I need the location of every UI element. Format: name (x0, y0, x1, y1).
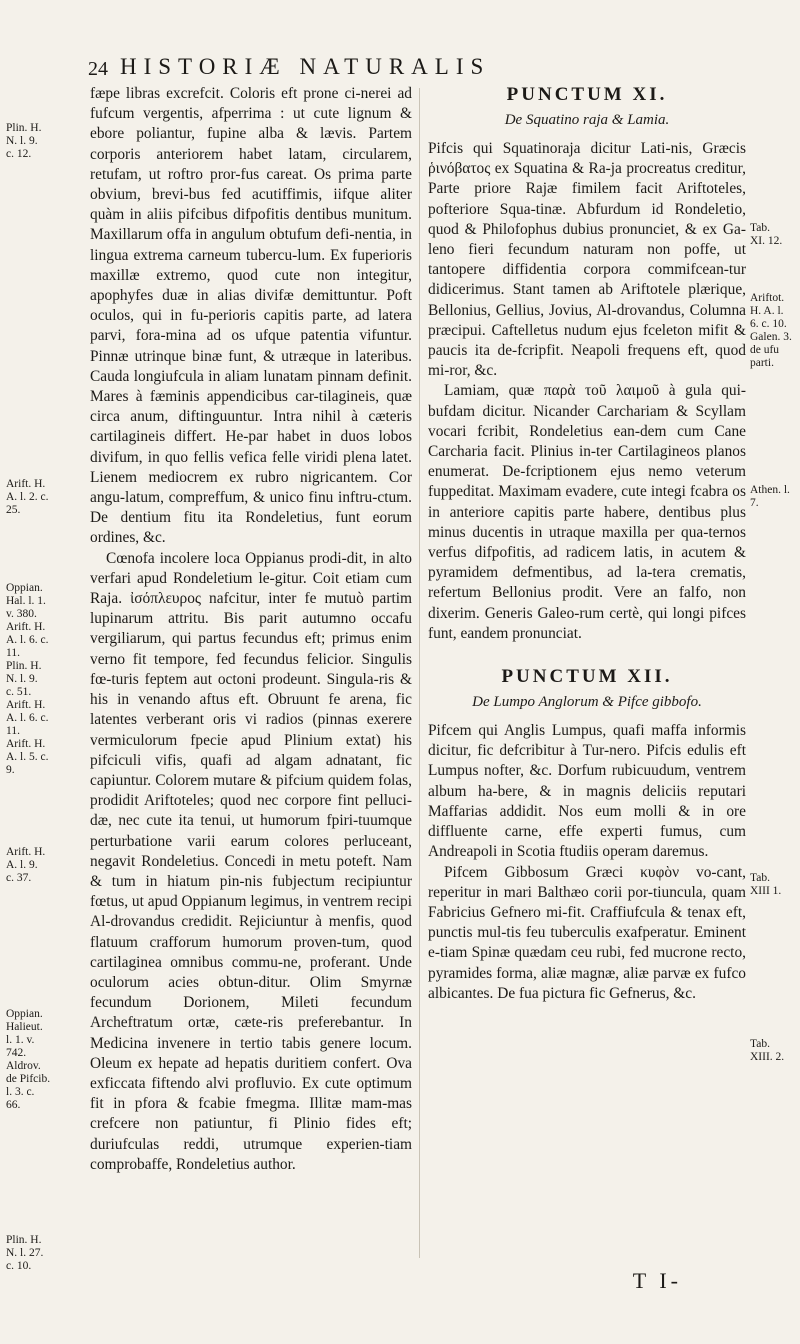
paragraph: Cœnofa incolere loca Oppianus prodi-dit, in alto verfari apud Rondeletium le-gitur. Coit etiam cum Raja. ἰσόπλευρος nafcitur, inter fe mutuò partim lupinarum attritu. Bis parit autumno occafu vergiliarum, qui partus fecundus eft; primus enim verno fit tempore, fed fecundus felicior. Singulis fœ-turis feptem aut octoni prodeunt. Singula-ris & his in venando aftus eft. Obruunt fe arena, fic latentes verberant oris vi radios (pinnas exerere vermiculorum fpecie apud Plinium extat) his pifciculi vifis, quafi ad algam adnatant, fic capiuntur. Colorem mutare & pifcium quidem folas, prodidit Ariftoteles; quod nec corpore fint pelluci-dæ, nec cute ita tenui, ut humorum fpiri-tuumque perturbatione varii earum colores perluceant, negavit Rondeletius. Concedi in metu poteft. Nam & tum in hiatum pin-nis fubjectum recipiuntur fœtus, ut apud Oppianum legimus, in ventrem recipi Al-drovandus credidit. Rejiciuntur à menfis, quod flatuum crafforum humorum proven-tum, quod cartilaginea omnibus commu-ne, proferant. Unde oculorum acies obtun-ditur. Olim Smyrnæ fecundum Dorionem, Mileti fecundum Archeftratum ortæ, cæte-ris preferebantur. In Medicina invenere in tertio tabis genere locum. Oleum ex hepate ad hepatis duritiem confert. Ova exficcata fiftendo alvi profluvio. Ex cute optimum fit in pfora & fcabie fmegma. Illitæ mam-mas crefcere non patiuntur, fi Plinio fides eft; duriufculas reddi, utrumque experien-tiam comprobaffe, Rondeletius author. (90, 549, 412, 1173)
margin-note: Arift. H. A. l. 2. c. 25. (6, 478, 49, 516)
body-text (428, 139, 746, 644)
running-title: HISTORIÆ NATURALIS (120, 54, 491, 79)
paragraph: Lamiam, quæ παρὰ τοῦ λαιμοῦ à gula qui-bufdam dicitur. Nicander Carchariam & Scyllam vocari fcribit, Rondeletius ean-dem cum Cane Carcharia facit. Plinius in-ter Cartilagineos planos enumerat. De-fcriptionem ejus nemo veterum fuppeditat. Maximam evadere, cute integi fcabra os in anteriore capitis parte habere, dentibus plus minus ducentis in utraque maxilla per qua-ternos verfus difpofitis, ad radicem latis, in acutem & pyramidem defmentibus, ad la-tera crematis, refertum Bellonius prodit. Vere an falfo, non dixerim. Generis Galeo-rum certè, qui longi pifces funt, eandem pronunciat. (428, 382, 746, 642)
paragraph: Pifcem Gibbosum Græci κυφὸν vo-cant, reperitur in mari Balthæo corii por-tiuncula, quam Fabricius Gefnero mi-fit. Craffiufcula & tenax eft, punctis mul-tis feu tuberculis exafperatur. Eminent e-tiam Spinæ quædam ceu rubi, fed mucrone recto, pyramides forma, aliæ magnæ, aliæ parvæ ex fufco albicantes. De fua pictura fic Gefnerus, &c. (428, 863, 746, 1002)
body-text (90, 84, 412, 1175)
paragraph: Pifcem qui Anglis Lumpus, quafi maffa informis dicitur, fic defcribitur à Tur-nero. Pifcis edulis eft Lumpus nofter, &c. Dorfum rubicuudum, ventrem album ha-bere, & in magnis deliciis reputari Maffarias addidit. Nos eum molli & in ore diffluente carne, effe experti fumus, cum Andreapoli in Scotia ftudiis operam daremus. (428, 722, 746, 861)
paragraph: Pifcis qui Squatinoraja dicitur Lati-nis, Græcis ῥινόβατος ex Squatina & Ra-ja procreatus creditur, Parte priore Rajæ fimilem facit Ariftoteles, pofteriore Squa-tinæ. Abfurdum id Rondeletio, quod & Philofophus dubius pronunciet, & ex Ga-leno fieri fecundum naturam non poffe, ut tantopere diffidentia corpora commifcean-tur didicerimus. Stant tamen ab Ariftotele plærique, Bellonius, Gellius, Jovius, Al-drovandus, Columna præcipui. Caftelletus nudum ejus fceleton mifit & paucis ita de-fcripfit. Neapoli frequens eft, quod mi-ror, &c. (428, 140, 746, 380)
section-heading: PUNCTUM XII. (501, 666, 673, 688)
margin-note: Plin. H. N. l. 27. c. 10. (6, 1234, 44, 1272)
margin-note: Tab. XIII. 2. (750, 1038, 785, 1063)
catchword: T I- (632, 1268, 682, 1293)
margin-note: Athen. l. 7. (750, 484, 790, 509)
right-column (428, 84, 746, 1010)
margin-note: Ariftot. H. A. l. 6. c. 10. Galen. 3. de ufu parti. (750, 292, 792, 369)
margin-note: Tab. XI. 12. (750, 222, 783, 247)
margin-note: Plin. H. N. l. 9. c. 12. (6, 122, 42, 160)
page-header (88, 52, 788, 82)
section-subheading: De Squatino raja & Lamia. (504, 112, 670, 128)
column-divider (419, 88, 420, 1258)
margin-note: Oppian. Hal. l. 1. v. 380. Arift. H. A. l. 6. c. 11. Plin. H. N. l. 9. c. 51. Arift. H. A. l. 6. c. 11. Arift. H. A. l. 5. c. 9. (6, 582, 49, 776)
margin-note: Oppian. Halieut. l. 1. v. 742. Aldrov. de Pifcib. l. 3. c. 66. (6, 1008, 51, 1111)
section-heading: PUNCTUM XI. (506, 84, 668, 105)
left-column (90, 84, 412, 1181)
body-text (428, 721, 746, 1004)
margin-note: Tab. XIII 1. (750, 872, 782, 897)
margin-note: Arift. H. A. l. 9. c. 37. (6, 846, 46, 884)
folio-number: 24 (88, 58, 108, 80)
paragraph: fæpe libras excrefcit. Coloris eft prone ci-nerei ad fufcum vergentis, afperrima : ut cute lignum & ebore poliantur, fupine alba & lævis. Partem corporis anteriorem habet latam, circularem, retufam, ut roftro pror-fus careat. Os prima parte obvium, brevi-bus fed acutiffimis, iifque aliter quàm in aliis pifcibus difpofitis dentibus munitum. Maxillarum offa in angulum obtufum defi-nentia, in lingua extrema carneum tubercu-lum. Ex fuperioris maxillæ extremo, quod cute non integitur, apophyfes duæ in alias divifæ demittuntur. Poft oculos, qui in fu-perioris capitis parte, ad latera parvi, fora-mina ad os ufque patentia vifuntur. Pinnæ utrinque binæ funt, & utræque in lateribus. Cauda longiufcula in aliam lunatam pinnam definit. Mares à fæminis appendicibus car-tilagineis, quæ circa anum, diftinguuntur. Intra nihil à cæteris cartilagineis differt. He-par habet in duos lobos divifum, in quo fellis vefica felle viridi plena latet. Lienem mediocrem ex rubro nigricantem. Cor angu-latum, compreffum, & unico finu inftru-ctum. De dentium fitu ita Rondeletius, funt eorum ordines, &c. (90, 85, 412, 547)
section-subheading: De Lumpo Anglorum & Pifce gibbofo. (472, 694, 702, 711)
